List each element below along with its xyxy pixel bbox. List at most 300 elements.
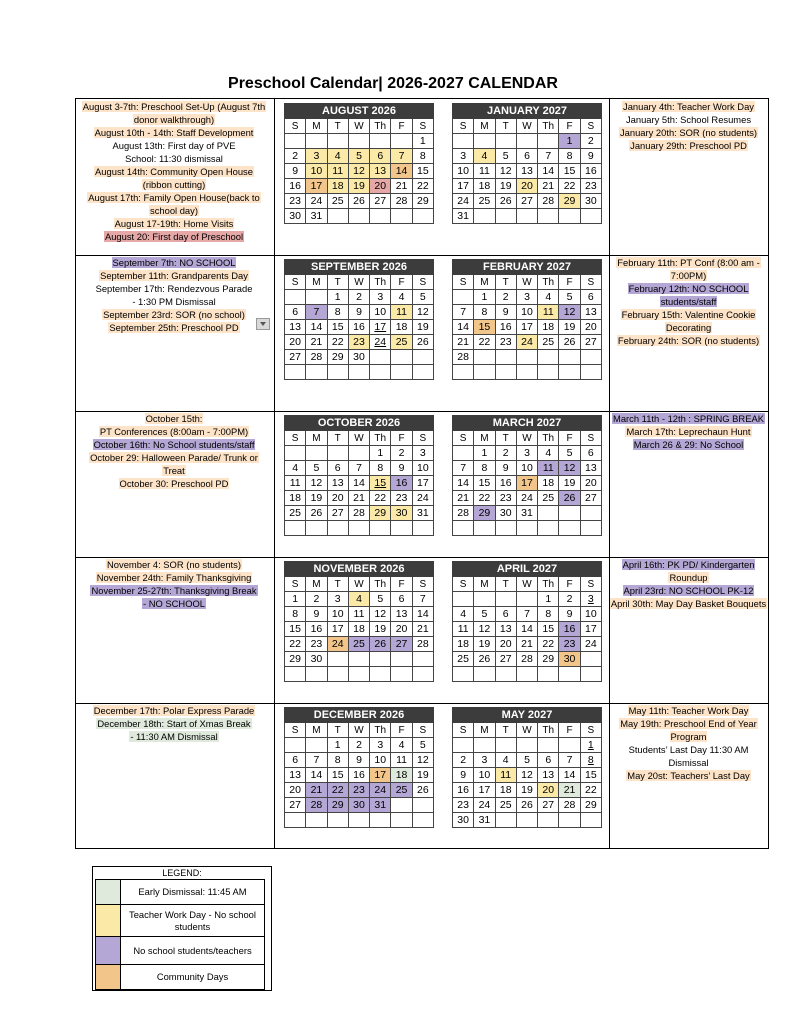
day-cell [391, 491, 412, 506]
day-number: 12 [417, 753, 429, 766]
day-number: 8 [377, 461, 384, 474]
day-cell [580, 134, 601, 149]
day-cell [391, 461, 412, 476]
weekday-header: M [474, 119, 495, 134]
day-number: 16 [499, 476, 512, 489]
day-cell [306, 320, 327, 335]
day-number: 21 [395, 179, 408, 192]
day-cell [370, 667, 391, 682]
day-cell [559, 813, 580, 828]
day-cell [306, 365, 327, 380]
day-number: 25 [289, 506, 301, 519]
day-cell [327, 320, 348, 335]
day-cell [495, 491, 516, 506]
day-number: 10 [374, 305, 387, 318]
note-line [609, 126, 768, 139]
day-cell [348, 305, 369, 320]
day-number: 4 [356, 592, 362, 605]
day-cell [474, 753, 495, 768]
day-number: 21 [457, 335, 469, 348]
day-cell [453, 446, 474, 461]
day-cell [348, 209, 369, 224]
day-cell [580, 350, 601, 365]
day-number: 18 [499, 783, 512, 796]
day-number: 22 [331, 335, 344, 348]
page-title: Preschool Calendar| 2026-2027 CALENDAR [228, 75, 558, 92]
day-cell [370, 461, 391, 476]
note-text: - 11:30 AM Dismissal [130, 731, 218, 742]
day-cell [453, 365, 474, 380]
weekday-header: M [474, 431, 495, 446]
note-line [76, 100, 272, 113]
day-cell [327, 798, 348, 813]
day-cell [306, 194, 327, 209]
weekday-header: Th [370, 723, 391, 738]
day-number: 8 [334, 305, 341, 318]
day-number: 3 [587, 592, 594, 605]
day-number: 13 [289, 768, 301, 781]
day-cell [495, 768, 516, 783]
day-cell [559, 521, 580, 536]
note-text: Students’ Last Day 11:30 AM [628, 744, 749, 755]
day-number: 7 [419, 592, 426, 605]
note-text: April 23rd: NO SCHOOL PK-12 [623, 585, 754, 596]
day-cell [306, 753, 327, 768]
note-line [76, 412, 272, 425]
day-number: 14 [457, 320, 469, 333]
day-cell [348, 476, 369, 491]
day-number: 5 [524, 753, 530, 766]
day-number: 6 [292, 305, 299, 318]
day-cell [412, 491, 433, 506]
day-number: 28 [310, 350, 323, 363]
day-cell [327, 592, 348, 607]
day-cell [327, 335, 348, 350]
weekday-header: S [412, 431, 433, 446]
note-text: January 4th: Teacher Work Day [623, 101, 754, 112]
month-title: MARCH 2027 [453, 416, 602, 431]
note-line [76, 717, 272, 730]
day-cell [580, 305, 601, 320]
note-line [609, 438, 768, 451]
day-cell [516, 521, 537, 536]
day-cell [306, 179, 327, 194]
day-cell [370, 446, 391, 461]
day-cell [348, 783, 369, 798]
day-number: 8 [419, 149, 426, 162]
day-cell [370, 506, 391, 521]
day-cell [348, 622, 369, 637]
day-cell [285, 209, 306, 224]
day-cell [580, 667, 601, 682]
weekday-header: F [559, 431, 580, 446]
day-cell [538, 320, 559, 335]
note-text: August 13th: First day of PVE [112, 140, 236, 151]
day-cell [412, 446, 433, 461]
day-cell [538, 783, 559, 798]
day-number: 5 [377, 592, 384, 605]
weekday-header: M [474, 577, 495, 592]
day-cell [412, 768, 433, 783]
day-cell [495, 446, 516, 461]
day-cell [306, 290, 327, 305]
day-cell [370, 179, 391, 194]
day-cell [580, 164, 601, 179]
day-number: 6 [292, 753, 299, 766]
day-cell [495, 637, 516, 652]
note-text: February 24th: SOR (no students) [617, 335, 760, 346]
day-number: 27 [499, 652, 512, 665]
legend-item [95, 879, 265, 904]
day-number: 19 [310, 491, 323, 504]
day-cell [370, 592, 391, 607]
note-text: February 12th: NO SCHOOL [628, 283, 749, 294]
day-number: 26 [353, 194, 365, 207]
day-cell [538, 813, 559, 828]
day-cell [538, 290, 559, 305]
day-number: 29 [542, 652, 555, 665]
day-cell [580, 461, 601, 476]
day-number: 22 [289, 637, 301, 650]
weekday-header: W [516, 275, 537, 290]
day-number: 27 [542, 798, 555, 811]
day-number: 21 [310, 335, 323, 348]
day-cell [327, 209, 348, 224]
weekday-header: T [327, 577, 348, 592]
day-number: 28 [417, 637, 429, 650]
day-cell [516, 149, 537, 164]
day-number: 8 [481, 305, 488, 318]
day-cell [412, 350, 433, 365]
day-cell [453, 521, 474, 536]
day-cell [538, 164, 559, 179]
dropdown-arrow-icon[interactable] [256, 318, 270, 330]
day-number: 25 [331, 194, 344, 207]
note-text: August 17-19th: Home Visits [114, 218, 234, 229]
weekday-header: S [453, 431, 474, 446]
day-cell [495, 652, 516, 667]
day-number: 19 [499, 179, 512, 192]
day-number: 23 [395, 491, 408, 504]
day-number: 30 [395, 506, 408, 519]
note-text: September 25th: Preschool PD [109, 322, 239, 333]
day-number: 27 [289, 350, 301, 363]
day-number: 31 [417, 506, 429, 519]
note-line [609, 269, 768, 282]
day-cell [474, 622, 495, 637]
weekday-header: M [306, 275, 327, 290]
day-cell [516, 350, 537, 365]
day-number: 13 [374, 164, 387, 177]
day-cell [538, 622, 559, 637]
day-cell [559, 798, 580, 813]
day-number: 14 [521, 622, 533, 635]
weekday-header: T [495, 431, 516, 446]
day-cell [516, 320, 537, 335]
day-cell [370, 783, 391, 798]
weekday-header: T [495, 119, 516, 134]
note-text: October 30: Preschool PD [119, 478, 229, 489]
day-cell [348, 667, 369, 682]
weekday-header: T [495, 723, 516, 738]
day-cell [391, 179, 412, 194]
day-number: 25 [353, 637, 365, 650]
day-cell [327, 652, 348, 667]
day-cell [495, 521, 516, 536]
day-number: 1 [377, 446, 384, 459]
day-number: 25 [499, 798, 512, 811]
day-number: 1 [292, 592, 299, 605]
day-number: 12 [499, 164, 512, 177]
day-number: 4 [502, 753, 509, 766]
day-number: 20 [521, 179, 533, 192]
day-number: 15 [289, 622, 301, 635]
day-number: 22 [478, 491, 491, 504]
day-cell [559, 491, 580, 506]
day-number: 10 [521, 461, 533, 474]
day-cell [580, 506, 601, 521]
month-calendar [284, 259, 434, 380]
day-number: 8 [334, 753, 341, 766]
day-cell [453, 768, 474, 783]
day-number: 5 [419, 290, 426, 303]
day-cell [474, 446, 495, 461]
weekday-header: W [348, 431, 369, 446]
day-number: 12 [310, 476, 323, 489]
month-calendar [284, 415, 434, 536]
day-number: 16 [563, 622, 576, 635]
day-number: 30 [289, 209, 301, 222]
day-number: 26 [499, 194, 512, 207]
day-number: 5 [419, 738, 426, 751]
day-number: 3 [377, 290, 384, 303]
day-number: 26 [563, 491, 576, 504]
note-line [609, 597, 768, 610]
weekday-header: W [348, 723, 369, 738]
day-number: 26 [521, 798, 533, 811]
day-cell [348, 753, 369, 768]
day-cell [370, 813, 391, 828]
day-cell [538, 335, 559, 350]
day-cell [370, 637, 391, 652]
day-cell [495, 335, 516, 350]
day-cell [327, 768, 348, 783]
day-cell [516, 607, 537, 622]
note-text: PT Conferences (8:00am - 7:00PM) [99, 426, 249, 437]
day-number: 17 [374, 320, 387, 333]
day-cell [580, 194, 601, 209]
day-cell [391, 194, 412, 209]
day-cell [580, 637, 601, 652]
day-cell [285, 476, 306, 491]
day-cell [412, 738, 433, 753]
day-number: 23 [499, 335, 512, 348]
note-text: January 20th: SOR (no students) [619, 127, 758, 138]
day-number: 20 [499, 637, 512, 650]
day-number: 9 [566, 607, 573, 620]
day-cell [285, 652, 306, 667]
day-cell [516, 592, 537, 607]
day-number: 24 [457, 194, 469, 207]
day-number: 1 [419, 134, 426, 147]
note-text: September 23rd: SOR (no school) [103, 309, 245, 320]
day-number: 6 [524, 149, 530, 162]
note-text: February 11th: PT Conf (8:00 am - [617, 257, 760, 268]
weekday-header: T [327, 275, 348, 290]
day-number: 20 [585, 476, 597, 489]
day-cell [285, 813, 306, 828]
note-text: donor walkthrough) [133, 114, 215, 125]
day-number: 27 [521, 194, 533, 207]
day-number: 11 [332, 164, 344, 177]
notes-block [609, 412, 768, 451]
note-line [76, 178, 272, 191]
legend-label: Community Days [156, 971, 229, 982]
weekday-header: F [391, 119, 412, 134]
day-cell [495, 179, 516, 194]
day-number: 17 [521, 320, 533, 333]
day-cell [285, 768, 306, 783]
day-number: 22 [478, 335, 491, 348]
day-cell [285, 667, 306, 682]
day-cell [412, 209, 433, 224]
day-number: 4 [545, 446, 552, 459]
day-cell [391, 521, 412, 536]
day-number: 15 [417, 164, 429, 177]
day-number: 2 [398, 446, 405, 459]
weekday-header: S [580, 577, 601, 592]
day-cell [453, 461, 474, 476]
day-number: 8 [566, 149, 573, 162]
day-number: 31 [457, 209, 469, 222]
day-cell [538, 768, 559, 783]
weekday-header: W [516, 119, 537, 134]
day-cell [285, 320, 306, 335]
day-cell [391, 813, 412, 828]
note-text: Dismissal [668, 757, 709, 768]
day-cell [348, 607, 369, 622]
day-cell [516, 446, 537, 461]
weekday-header: F [559, 275, 580, 290]
note-line [609, 412, 768, 425]
day-number: 23 [353, 783, 365, 796]
day-cell [559, 164, 580, 179]
weekday-header: Th [370, 275, 391, 290]
day-number: 30 [499, 506, 512, 519]
note-text: October 16th: No School students/staff [93, 439, 255, 450]
day-cell [516, 335, 537, 350]
day-cell [348, 365, 369, 380]
note-line [609, 256, 768, 269]
day-cell [495, 320, 516, 335]
weekday-header: T [495, 275, 516, 290]
day-cell [370, 622, 391, 637]
day-number: 19 [521, 783, 533, 796]
day-cell [370, 335, 391, 350]
weekday-header: Th [538, 723, 559, 738]
day-cell [474, 290, 495, 305]
day-cell [580, 476, 601, 491]
note-line [609, 704, 768, 717]
day-cell [474, 476, 495, 491]
day-number: 23 [499, 491, 512, 504]
legend-label: No school students/teachers [133, 944, 252, 956]
day-cell [580, 738, 601, 753]
day-cell [516, 164, 537, 179]
day-number: 7 [356, 461, 362, 474]
weekday-header: T [327, 431, 348, 446]
day-cell [474, 461, 495, 476]
day-cell [370, 607, 391, 622]
day-cell [474, 813, 495, 828]
day-cell [391, 592, 412, 607]
day-cell [348, 290, 369, 305]
day-cell [474, 521, 495, 536]
day-number: 24 [331, 637, 344, 650]
day-number: 6 [377, 149, 384, 162]
note-line [76, 584, 272, 597]
day-cell [453, 813, 474, 828]
day-number: 28 [310, 798, 323, 811]
note-text: March 17th: Leprechaun Hunt [626, 426, 751, 437]
day-cell [285, 521, 306, 536]
day-cell [495, 753, 516, 768]
weekday-header: S [285, 275, 306, 290]
day-cell [285, 149, 306, 164]
day-number: 18 [289, 491, 301, 504]
note-text: August 14th: Community Open House [95, 166, 253, 177]
day-number: 13 [521, 164, 533, 177]
day-cell [391, 446, 412, 461]
day-cell [391, 652, 412, 667]
day-cell [370, 350, 391, 365]
day-cell [495, 813, 516, 828]
day-number: 21 [457, 491, 469, 504]
day-number: 6 [502, 607, 509, 620]
note-line [76, 113, 272, 126]
weekday-header: S [453, 577, 474, 592]
day-number: 11 [396, 753, 407, 766]
day-cell [327, 521, 348, 536]
day-number: 15 [331, 320, 344, 333]
day-cell [453, 783, 474, 798]
note-line [609, 100, 768, 113]
note-text: Roundup [669, 572, 708, 583]
day-cell [285, 179, 306, 194]
day-cell [348, 179, 369, 194]
day-number: 15 [542, 622, 555, 635]
weekday-header: S [580, 275, 601, 290]
note-line [76, 438, 272, 451]
day-number: 2 [460, 753, 467, 766]
day-cell [370, 476, 391, 491]
day-cell [391, 320, 412, 335]
day-cell [516, 667, 537, 682]
day-cell [516, 179, 537, 194]
day-number: 7 [460, 305, 467, 318]
day-cell [370, 134, 391, 149]
day-cell [516, 798, 537, 813]
notes-block [609, 100, 768, 152]
weekday-header: M [306, 723, 327, 738]
weekday-header: S [453, 275, 474, 290]
day-number: 3 [313, 149, 320, 162]
note-line [76, 295, 272, 308]
day-number: 19 [563, 476, 576, 489]
day-cell [516, 491, 537, 506]
day-number: 17 [585, 622, 597, 635]
notes-block [609, 558, 768, 610]
